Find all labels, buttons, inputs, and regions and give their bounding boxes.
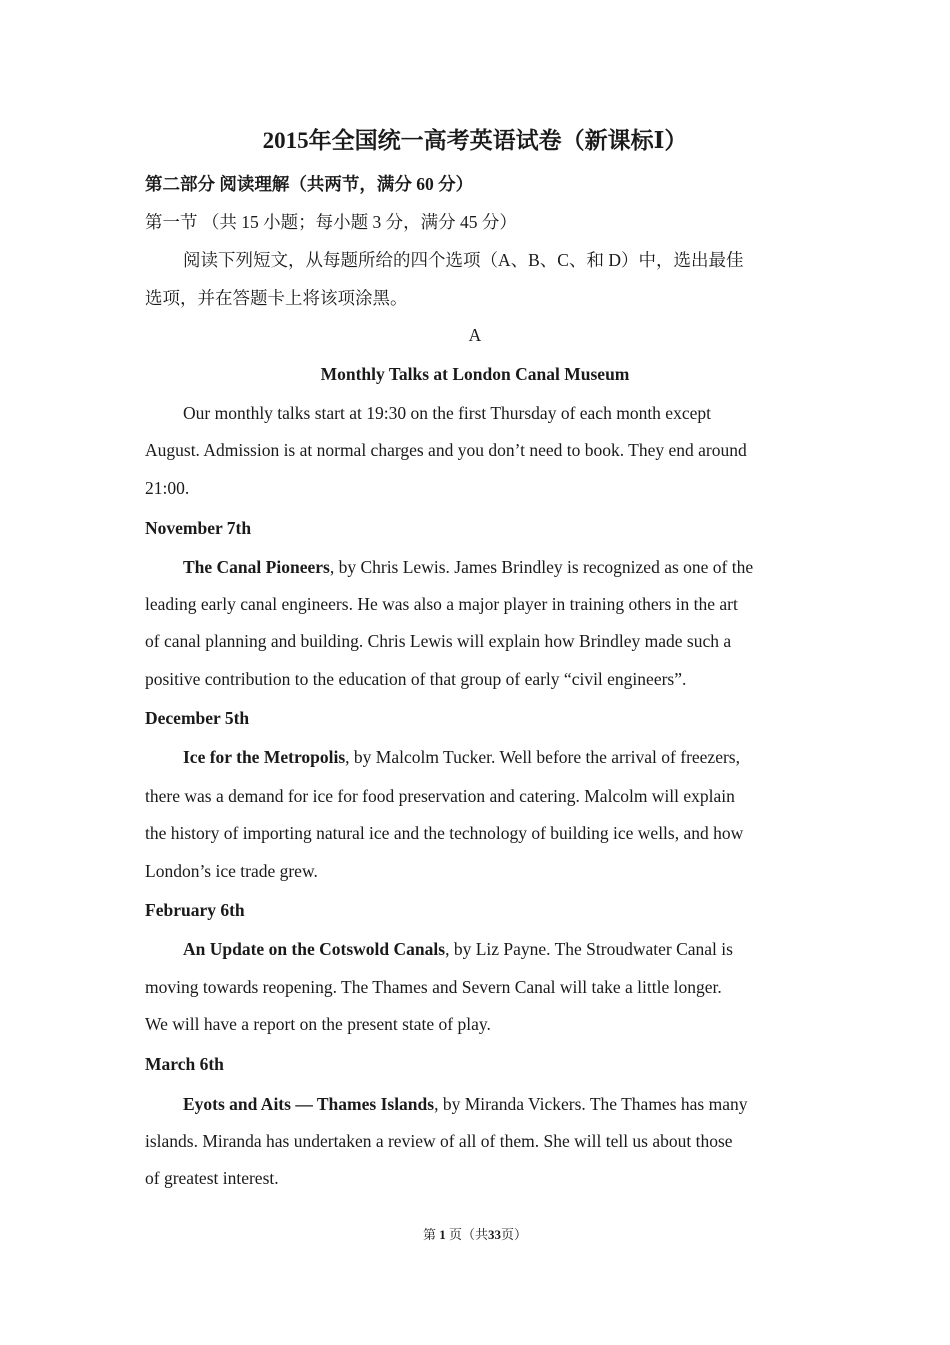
talk-text: , by Chris Lewis. James Brindley is recognized as one of the bbox=[329, 557, 754, 577]
talk-line-1 bbox=[183, 556, 753, 578]
talk-line: there was a demand for ice for food preservation and catering. Malcolm will explain bbox=[145, 786, 735, 806]
talk-text: , by Liz Payne. The Stroudwater Canal is bbox=[445, 939, 733, 959]
talk-line: the history of importing natural ice and the technology of building ice wells, and how bbox=[145, 823, 744, 843]
talk-line: of canal planning and building. Chris Lewis will explain how Brindley made such a bbox=[145, 631, 732, 651]
instructions-line-1: 阅读下列短文，从每题所给的四个选项（A、B、C、和 D）中，选出最佳 bbox=[183, 250, 744, 270]
talk-title: Eyots and Aits — Thames Islands bbox=[183, 1094, 435, 1114]
exam-title: 2015年全国统一高考英语试卷（新课标Ⅰ） bbox=[262, 128, 688, 153]
talk-line: moving towards reopening. The Thames and Severn Canal will take a little longer. bbox=[145, 977, 722, 997]
talk-line: of greatest interest. bbox=[145, 1168, 279, 1188]
talk-date: February 6th bbox=[145, 900, 245, 920]
intro-line-3: 21:00. bbox=[145, 478, 190, 498]
talk-line: We will have a report on the present state of play. bbox=[145, 1014, 491, 1034]
intro-line-2: August. Admission is at normal charges and you don’t need to book. They end around bbox=[145, 440, 747, 460]
footer-middle: 页（共 bbox=[448, 1227, 488, 1242]
passage-title: Monthly Talks at London Canal Museum bbox=[320, 364, 630, 384]
page-footer bbox=[0, 1226, 950, 1244]
part-heading: 第二部分 阅读理解（共两节，满分 60 分） bbox=[145, 174, 474, 194]
footer-prefix: 第 bbox=[422, 1227, 436, 1242]
talk-line: London’s ice trade grew. bbox=[145, 861, 318, 881]
talk-title: The Canal Pioneers bbox=[183, 557, 330, 577]
footer-suffix: 页） bbox=[501, 1227, 528, 1242]
talk-line-1 bbox=[183, 746, 740, 768]
intro-line-1: Our monthly talks start at 19:30 on the first Thursday of each month except bbox=[183, 403, 711, 423]
talk-title: Ice for the Metropolis bbox=[183, 747, 346, 767]
talk-text: , by Miranda Vickers. The Thames has many bbox=[434, 1094, 748, 1114]
footer-total-pages: 33 bbox=[488, 1227, 501, 1242]
talk-title: An Update on the Cotswold Canals bbox=[183, 939, 446, 959]
talk-date: December 5th bbox=[145, 708, 250, 728]
passage-letter: A bbox=[468, 325, 482, 345]
talk-line-1 bbox=[183, 938, 733, 960]
talk-text: , by Malcolm Tucker. Well before the arrival of freezers, bbox=[345, 747, 740, 767]
section-heading: 第一节 （共 15 小题；每小题 3 分，满分 45 分） bbox=[145, 212, 517, 232]
talk-date: November 7th bbox=[145, 518, 252, 538]
talk-line: positive contribution to the education of that group of early “civil engineers”. bbox=[145, 669, 687, 689]
talk-line-1 bbox=[183, 1093, 747, 1115]
talk-line: leading early canal engineers. He was also a major player in training others in the art bbox=[145, 594, 738, 614]
footer-page-number: 1 bbox=[439, 1227, 446, 1242]
talk-line: islands. Miranda has undertaken a review of all of them. She will tell us about those bbox=[145, 1131, 733, 1151]
instructions-line-2: 选项，并在答题卡上将该项涂黑。 bbox=[145, 288, 408, 308]
talk-date: March 6th bbox=[145, 1054, 224, 1074]
